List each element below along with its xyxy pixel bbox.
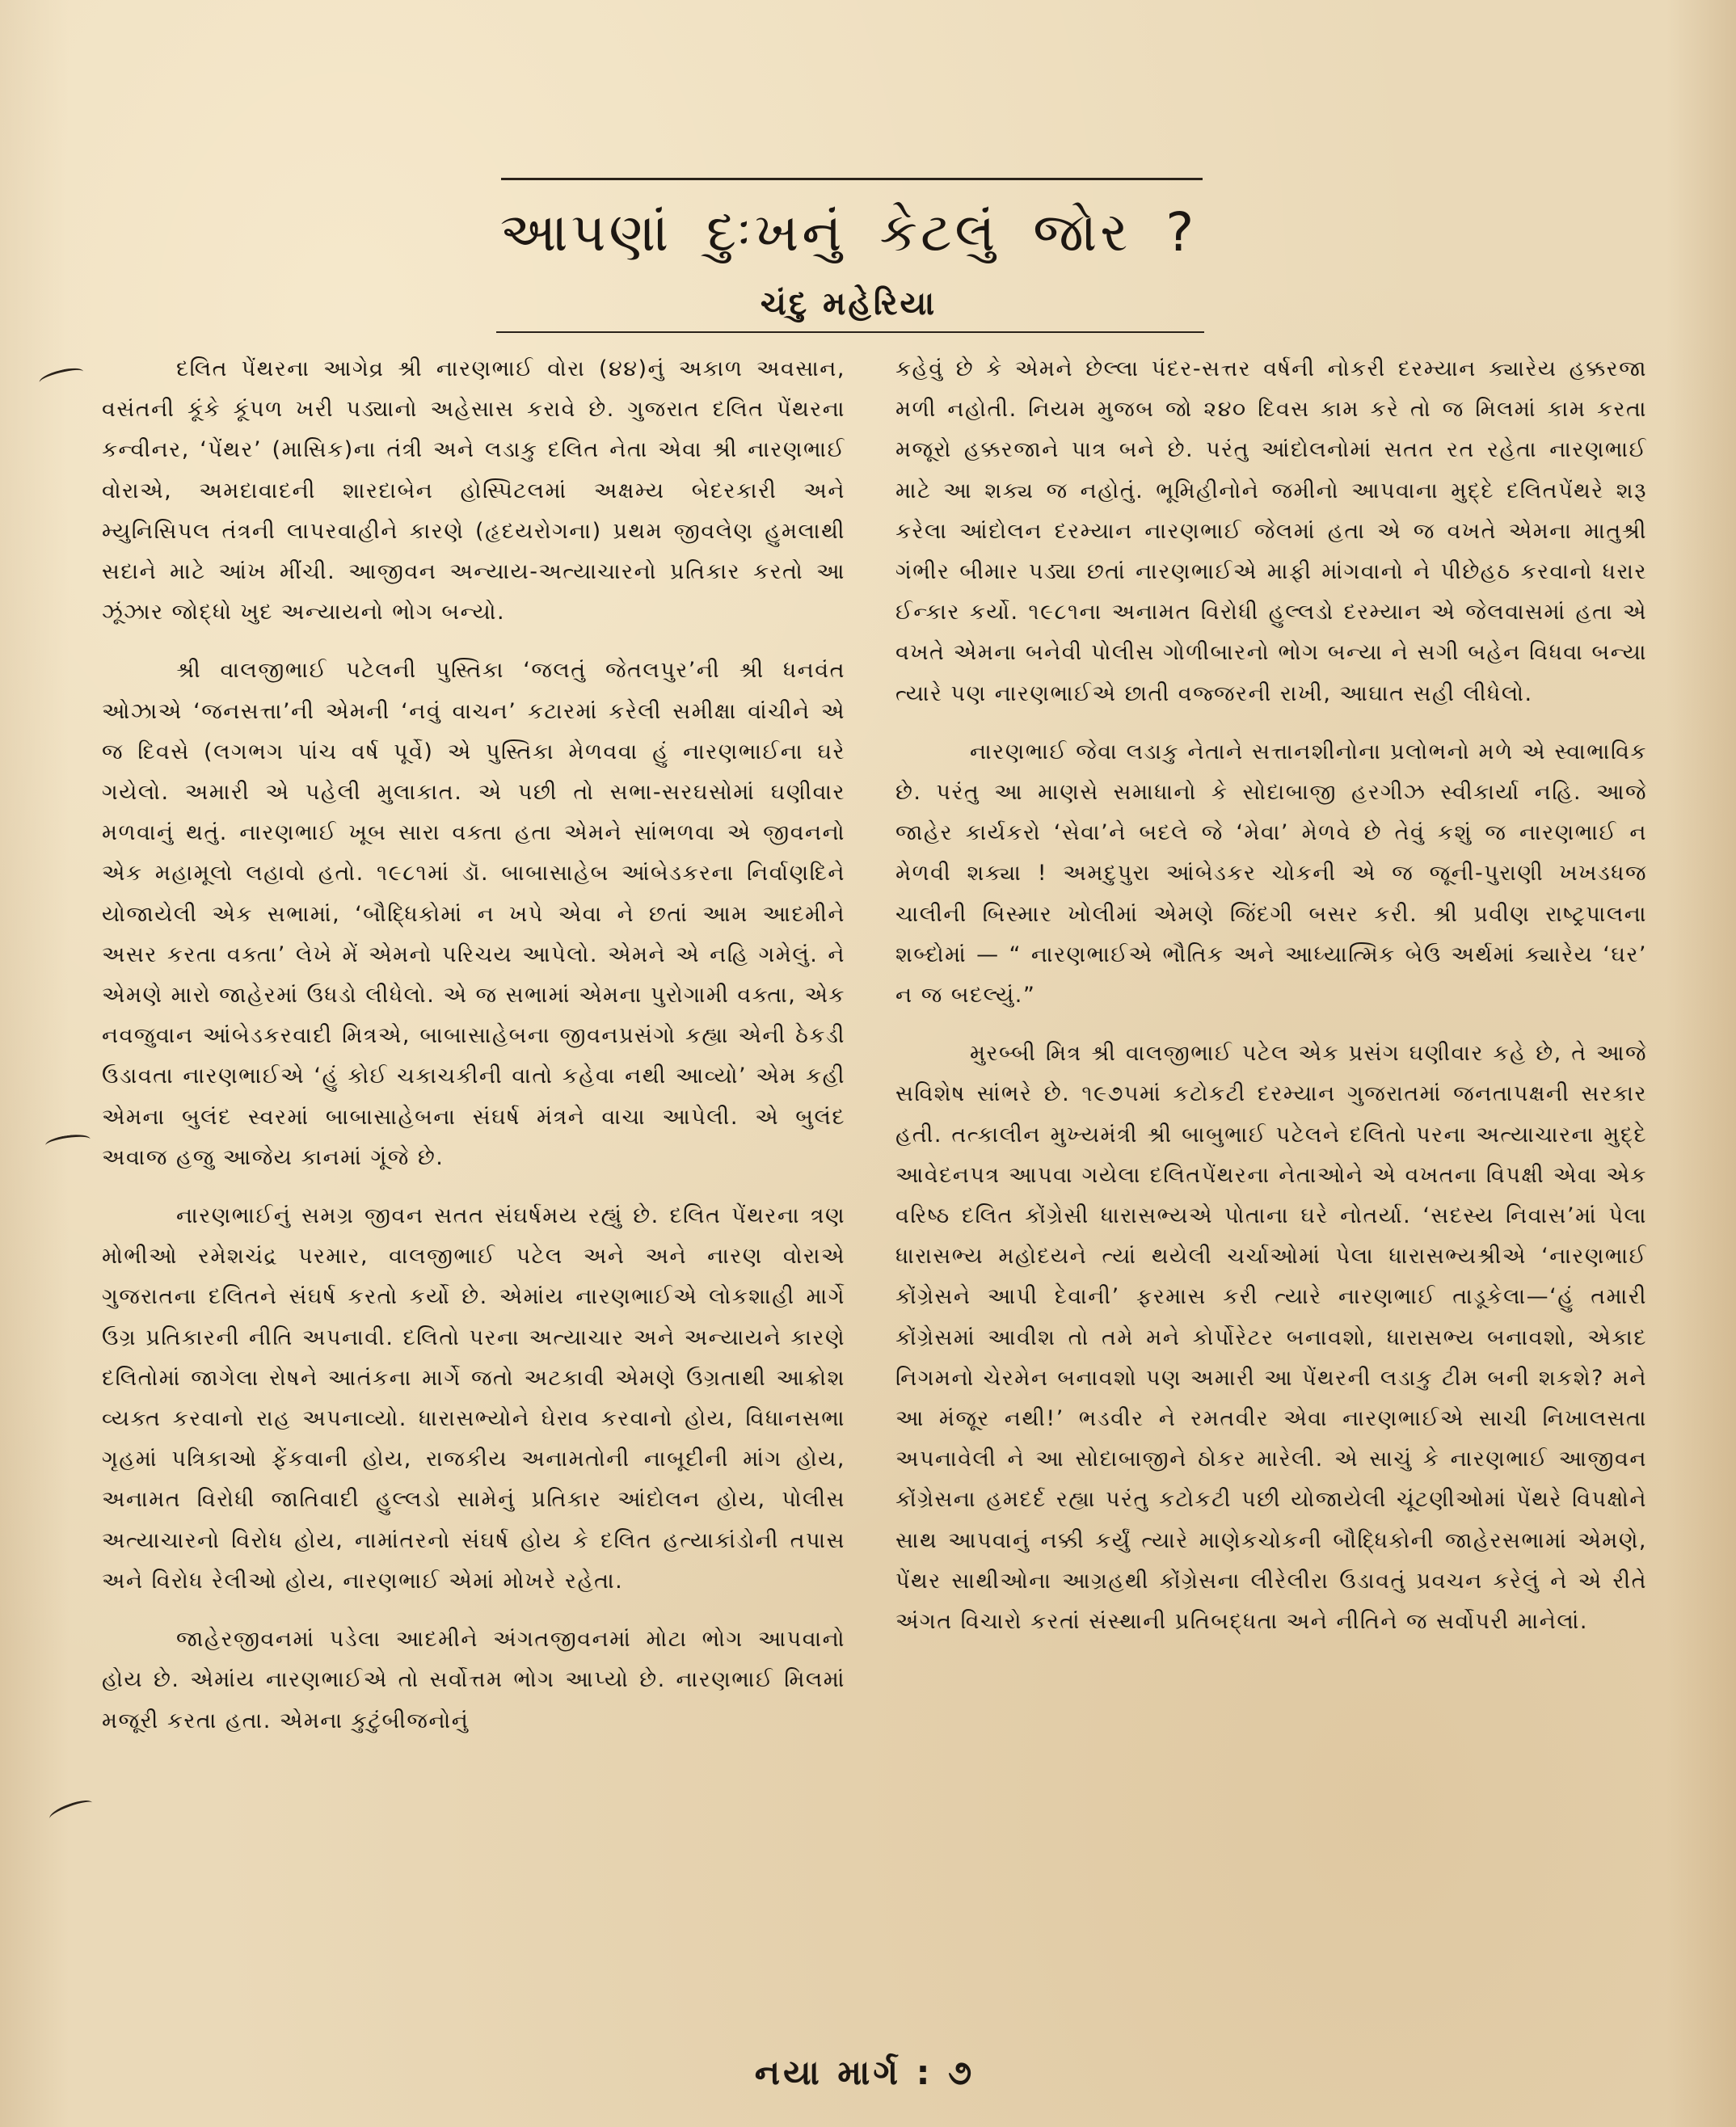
- paragraph: નારણભાઈનું સમગ્ર જીવન સતત સંઘર્ષમય રહ્યું છે. દલિત પેંથરના ત્રણ મોભીઓ રમેશચંદ્ર પરમાર, વાલજીભાઈ પટેલ અને અને નારણ વોરાએ ગુજરાતના દલિતને સંઘર્ષ કરતો કર્યો છે. એમાંય નારણભાઈએ લોકશાહી માર્ગે ઉગ્ર પ્રતિકારની નીતિ અપનાવી. દલિતો પરના અત્યાચાર અને અન્યાયને કારણે દલિતોમાં જાગેલા રોષને આતંકના માર્ગે જતો અટકાવી એમણે ઉગ્રતાથી આક્રોશ વ્યક્ત કરવાનો રાહ અપનાવ્યો. ધારાસભ્યોને ઘેરાવ કરવાનો હોય, વિધાનસભા ગૃહમાં પત્રિકાઓ ફેંકવાની હોય, રાજકીય અનામતોની નાબૂદીની માંગ હોય, અનામત વિરોધી જાતિવાદી હુલ્લડો સામેનું પ્રતિકાર આંદોલન હોય, પોલીસ અત્યાચારનો વિરોધ હોય, નામાંતરનો સંઘર્ષ હોય કે દલિત હત્યાકાંડોની તપાસ અને વિરોધ રેલીઓ હોય, નારણભાઈ એમાં મોખરે રહેતા.: [102, 1203, 845, 1594]
- margin-mark: [38, 364, 85, 389]
- right-text-column: [895, 349, 1647, 1660]
- paragraph: કહેવું છે કે એમને છેલ્લા પંદર-સત્તર વર્ષની નોકરી દરમ્યાન ક્યારેય હક્કરજા મળી નહોતી. નિયમ મુજબ જો ૨૪૦ દિવસ કામ કરે તો જ મિલમાં કામ કરતા મજૂરો હક્કરજાને પાત્ર બને છે. પરંતુ આંદોલનોમાં સતત રત રહેતા નારણભાઈ માટે આ શક્ય જ નહોતું. ભૂમિહીનોને જમીનો આપવાના મુદ્દે દલિતપેંથરે શરૂ કરેલા આંદોલન દરમ્યાન નારણભાઈ જેલમાં હતા એ જ વખતે એમના માતુશ્રી ગંભીર બીમાર પડ્યા છતાં નારણભાઈએ માફી માંગવાનો ને પીછેહઠ કરવાનો ધરાર ઈન્કાર કર્યો. ૧૯૮૧ના અનામત વિરોધી હુલ્લડો દરમ્યાન એ જેલવાસમાં હતા એ વખતે એમના બનેવી પોલીસ ગોળીબારનો ભોગ બન્યા ને સગી બહેન વિધવા બન્યા ત્યારે પણ નારણભાઈએ છાતી વજ્જરની રાખી, આઘાત સહી લીધેલો.: [895, 356, 1647, 706]
- author-bottom-rule: [496, 331, 1204, 333]
- margin-mark: [48, 1796, 95, 1825]
- paragraph: નારણભાઈ જેવા લડાકુ નેતાને સત્તાનશીનોના પ્રલોભનો મળે એ સ્વાભાવિક છે. પરંતુ આ માણસે સમાધાનો કે સોદાબાજી હરગીઝ સ્વીકાર્યા નહિ. આજે જાહેર કાર્યકરો ‘સેવા’ને બદલે જે ‘મેવા’ મેળવે છે તેવું કશું જ નારણભાઈ ન મેળવી શક્યા ! અમદુપુરા આંબેડકર ચોકની એ જ જૂની-પુરાણી ખખડધજ ચાલીની બિસ્માર ખોલીમાં એમણે જિંદગી બસર કરી. શ્રી પ્રવીણ રાષ્ટ્રપાલના શબ્દોમાં — “ નારણભાઈએ ભૌતિક અને આધ્યાત્મિક બેઉ અર્થમાં ક્યારેય ‘ઘર’ ન જ બદલ્યું.”: [895, 739, 1647, 1009]
- paragraph: દલિત પેંથરના આગેવ્ર શ્રી નારણભાઈ વોરા (૪૪)નું અકાળ અવસાન, વસંતની કૂંકે કૂંપળ ખરી પડ્યાનો અહેસાસ કરાવે છે. ગુજરાત દલિત પેંથરના કન્વીનર, ‘પેંથર’ (માસિક)ના તંત્રી અને લડાકુ દલિત નેતા એવા શ્રી નારણભાઈ વોરાએ, અમદાવાદની શારદાબેન હોસ્પિટલમાં અક્ષમ્ય બેદરકારી અને મ્યુનિસિપલ તંત્રની લાપરવાહીને કારણે (હૃદયરોગના) પ્રથમ જીવલેણ હુમલાથી સદાને માટે આંખ મીંચી. આજીવન અન્યાય-અત્યાચારનો પ્રતિકાર કરતો આ ઝૂંઝાર જોદ્ધો ખુદ અન્યાયનો ભોગ બન્યો.: [102, 356, 845, 625]
- paragraph: શ્રી વાલજીભાઈ પટેલની પુસ્તિકા ‘જલતું જેતલપુર’ની શ્રી ધનવંત ઓઝાએ ‘જનસત્તા’ની એમની ‘નવું વાચન’ કટારમાં કરેલી સમીક્ષા વાંચીને એ જ દિવસે (લગભગ પાંચ વર્ષ પૂર્વે) એ પુસ્તિકા મેળવવા હું નારણભાઈના ઘરે ગયેલો. અમારી એ પહેલી મુલાકાત. એ પછી તો સભા-સરઘસોમાં ઘણીવાર મળવાનું થતું. નારણભાઈ ખૂબ સારા વક્તા હતા એમને સાંભળવા એ જીવનનો એક મહામૂલો લહાવો હતો. ૧૯૮૧માં ડૉ. બાબાસાહેબ આંબેડકરના નિર્વાણદિને યોજાયેલી એક સભામાં, ‘બૌદ્ધિકોમાં ન ખપે એવા ને છતાં આમ આદમીને અસર કરતા વક્તા’ લેખે મેં એમનો પરિચય આપેલો. એમને એ નહિ ગમેલું. ને એમણે મારો જાહેરમાં ઉધડો લીધેલો. એ જ સભામાં એમના પુરોગામી વક્તા, એક નવજુવાન આંબેડકરવાદી મિત્રએ, બાબાસાહેબના જીવનપ્રસંગો કહ્યા એની ઠેકડી ઉડાવતા નારણભાઈએ ‘હું કોઈ ચકાચકીની વાતો કહેવા નથી આવ્યો’ એમ કહી એમના બુલંદ સ્વરમાં બાબાસાહેબના સંઘર્ષ મંત્રને વાચા આપેલી. એ બુલંદ અવાજ હજુ આજેય કાનમાં ગૂંજે છે.: [102, 658, 845, 1170]
- title-top-rule: [501, 178, 1203, 180]
- article-title: આપણાં દુઃખનું કેટલું જોર ?: [499, 201, 1198, 263]
- margin-mark: [44, 1132, 91, 1152]
- paragraph: જાહેરજીવનમાં પડેલા આદમીને અંગતજીવનમાં મોટા ભોગ આપવાનો હોય છે. એમાંય નારણભાઈએ તો સર્વોત્તમ ભોગ આપ્યો છે. નારણભાઈ મિલમાં મજૂરી કરતા હતા. એમના કુટુંબીજનોનું: [102, 1627, 845, 1733]
- paragraph: મુરબ્બી મિત્ર શ્રી વાલજીભાઈ પટેલ એક પ્રસંગ ઘણીવાર કહે છે, તે આજે સવિશેષ સાંભરે છે. ૧૯૭૫માં કટોકટી દરમ્યાન ગુજરાતમાં જનતાપક્ષની સરકાર હતી. તત્કાલીન મુખ્યમંત્રી શ્રી બાબુભાઈ પટેલને દલિતો પરના અત્યાચારના મુદ્દે આવેદનપત્ર આપવા ગયેલા દલિતપેંથરના નેતાઓને એ વખતના વિપક્ષી એવા એક વરિષ્ઠ દલિત કોંગ્રેસી ધારાસભ્યએ પોતાના ઘરે નોતર્યા. ‘સદસ્ય નિવાસ’માં પેલા ધારાસભ્ય મહોદયને ત્યાં થયેલી ચર્ચાઓમાં પેલા ધારાસભ્યશ્રીએ ‘નારણભાઈ કોંગ્રેસને આપી દેવાની’ ફરમાસ કરી ત્યારે નારણભાઈ તાડૂકેલા—‘હું તમારી કોંગ્રેસમાં આવીશ તો તમે મને કોર્પોરેટર બનાવશો, ધારાસભ્ય બનાવશો, એકાદ નિગમનો ચેરમેન બનાવશો પણ અમારી આ પેંથરની લડાકુ ટીમ બની શકશે? મને આ મંજૂર નથી!’ ભડવીર ને રમતવીર એવા નારણભાઈએ સાચી નિખાલસતા અપનાવેલી ને આ સોદાબાજીને ઠોકર મારેલી. એ સાચું કે નારણભાઈ આજીવન કોંગ્રેસના હમદર્દ રહ્યા પરંતુ કટોકટી પછી યોજાયેલી ચૂંટણીઓમાં પેંથરે વિપક્ષોને સાથ આપવાનું નક્કી કર્યું ત્યારે માણેકચોકની બૌદ્ધિકોની જાહેરસભામાં એમણે, પેંથર સાથીઓના આગ્રહથી કોંગ્રેસના લીરેલીરા ઉડાવતું પ્રવચન કરેલું ને એ રીતે અંગત વિચારો કરતાં સંસ્થાની પ્રતિબદ્ધતા અને નીતિને જ સર્વોપરી માનેલાં.: [895, 1041, 1647, 1635]
- article-author: ચંદુ મહેરિયા: [760, 285, 938, 322]
- page-footer: નયા માર્ગ : ૭: [754, 2053, 975, 2092]
- left-text-column: [102, 349, 845, 1759]
